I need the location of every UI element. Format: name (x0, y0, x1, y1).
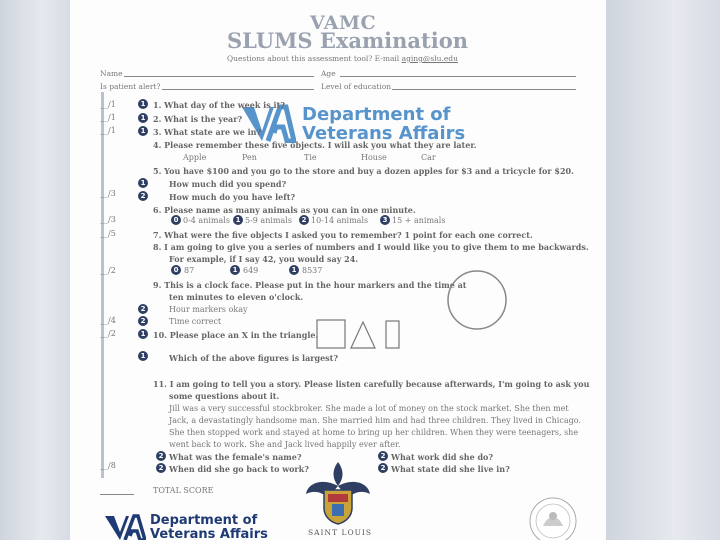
question-4: 4. Please remember these five objects. I will ask you what they are later. (153, 140, 477, 150)
score-q10[interactable]: __/2 (100, 329, 116, 338)
question-11b: When did she go back to work? (169, 464, 309, 474)
saint-louis-crest-icon (302, 460, 374, 528)
story-line: Jack, a devastatingly handsome man. She married him and had three children. They lived in Chicago. (169, 416, 581, 425)
point-bullet: 2 (378, 451, 388, 461)
question-7: 7. What were the five objects I asked you to remember? 1 point for each one correct. (153, 230, 533, 240)
point-bullet: 2 (156, 463, 166, 473)
object-word: Car (421, 153, 436, 162)
number-series: 649 (243, 266, 259, 275)
point-bullet: 1 (138, 351, 148, 361)
total-score-label: TOTAL SCORE (153, 486, 214, 495)
question-10b: Which of the above figures is largest? (169, 353, 339, 363)
alert-field-line[interactable] (162, 89, 314, 90)
animals-option: 5-9 animals (245, 216, 292, 225)
question-9: 9. This is a clock face. Please put in the hour markers and the time at (153, 280, 467, 290)
score-q8[interactable]: __/2 (100, 266, 116, 275)
age-label: Age (321, 69, 336, 78)
story-line: She then stopped work and stayed at home to bring up her children. When they were teenagers, she (169, 428, 579, 437)
name-field-line[interactable] (124, 76, 314, 77)
question-8-example: For example, if I say 42, you would say 24. (169, 254, 359, 264)
object-word: House (361, 153, 387, 162)
va-seal-icon (528, 496, 578, 540)
vamc-heading: VAMC (310, 12, 377, 34)
score-q11[interactable]: __/8 (100, 461, 116, 470)
point-bullet: 1 (138, 126, 148, 136)
point-bullet: 2 (156, 451, 166, 461)
question-8: 8. I am going to give you a series of numbers and I would like you to give them to me backwards. (153, 242, 589, 252)
contact-line (227, 54, 458, 63)
point-bullet: 2 (138, 304, 148, 314)
name-label: Name (100, 69, 123, 78)
animals-option: 10-14 animals (311, 216, 369, 225)
point-bullet: 2 (299, 215, 309, 225)
question-1: 1. What day of the week is it? (153, 100, 285, 110)
contact-prefix: Questions about this assessment tool? E-mail (227, 54, 402, 63)
rectangle-figure[interactable] (386, 321, 399, 348)
question-5b: How much do you have left? (169, 192, 296, 202)
object-word: Tie (304, 153, 317, 162)
triangle-figure[interactable] (351, 322, 375, 348)
hour-markers-label: Hour markers okay (169, 305, 248, 314)
number-series: 8537 (302, 266, 323, 275)
footer-line2: Veterans Affairs (150, 527, 268, 540)
point-bullet: 1 (138, 178, 148, 188)
clock-face-circle[interactable] (445, 268, 509, 332)
score-q1[interactable]: __/1 (100, 100, 116, 109)
point-bullet: 1 (233, 215, 243, 225)
age-field-line[interactable] (340, 76, 576, 77)
point-bullet: 0 (171, 265, 181, 275)
watermark-text (302, 105, 465, 143)
contact-email-link[interactable]: aging@slu.edu (401, 54, 458, 63)
score-q2[interactable]: __/1 (100, 113, 116, 122)
point-bullet: 1 (138, 329, 148, 339)
city-label: SAINT LOUIS (308, 528, 373, 537)
question-11-cont: some questions about it. (169, 391, 280, 401)
story-line: went back to work. She and Jack lived happily ever after. (169, 440, 401, 449)
score-q6[interactable]: __/3 (100, 215, 116, 224)
point-bullet: 3 (380, 215, 390, 225)
animals-option: 0-4 animals (183, 216, 230, 225)
point-bullet: 1 (138, 99, 148, 109)
point-bullet: 2 (138, 316, 148, 326)
question-3: 3. What state are we in? (153, 127, 262, 137)
footer-line1: Department of (150, 513, 258, 528)
object-word: Pen (242, 153, 257, 162)
point-bullet: 0 (171, 215, 181, 225)
total-score-line[interactable] (100, 494, 134, 495)
watermark-line2: Veterans Affairs (302, 123, 466, 144)
alert-label: Is patient alert? (100, 82, 161, 91)
question-5a: How much did you spend? (169, 179, 287, 189)
point-bullet: 1 (138, 113, 148, 123)
score-q7[interactable]: __/5 (100, 229, 116, 238)
score-q3[interactable]: __/1 (100, 126, 116, 135)
watermark-line1: Department of (302, 104, 451, 125)
square-figure[interactable] (317, 320, 345, 348)
shapes-figures (315, 318, 405, 350)
question-5: 5. You have $100 and you go to the store and buy a dozen apples for $3 and a tricycle for $20. (153, 166, 574, 176)
question-11c: What work did she do? (391, 452, 494, 462)
score-column-bar (101, 92, 104, 478)
score-q5[interactable]: __/3 (100, 189, 116, 198)
story-line: Jill was a very successful stockbroker. She made a lot of money on the stock market. She then met (169, 404, 569, 413)
background-left (0, 0, 70, 540)
time-correct-label: Time correct (169, 317, 222, 326)
question-11: 11. I am going to tell you a story. Please listen carefully because afterwards, I'm going to ask you (153, 379, 590, 389)
point-bullet: 1 (289, 265, 299, 275)
number-series: 87 (184, 266, 195, 275)
question-10: 10. Please place an X in the triangle. (153, 330, 319, 340)
footer-department (150, 514, 268, 540)
animals-option: 15 + animals (392, 216, 446, 225)
education-field-line[interactable] (392, 89, 576, 90)
point-bullet: 1 (230, 265, 240, 275)
question-11d: What state did she live in? (391, 464, 510, 474)
education-label: Level of education (321, 82, 392, 91)
question-2: 2. What is the year? (153, 114, 243, 124)
question-9-cont: ten minutes to eleven o'clock. (169, 292, 304, 302)
point-bullet: 2 (378, 463, 388, 473)
slums-form (70, 0, 606, 540)
va-footer-logo-icon (104, 514, 146, 540)
question-6: 6. Please name as many animals as you can in one minute. (153, 205, 416, 215)
form-title: SLUMS Examination (227, 28, 468, 53)
background-right (606, 0, 720, 540)
point-bullet: 2 (138, 191, 148, 201)
score-q9[interactable]: __/4 (100, 316, 116, 325)
question-11a: What was the female's name? (169, 452, 302, 462)
object-word: Apple (183, 153, 207, 162)
